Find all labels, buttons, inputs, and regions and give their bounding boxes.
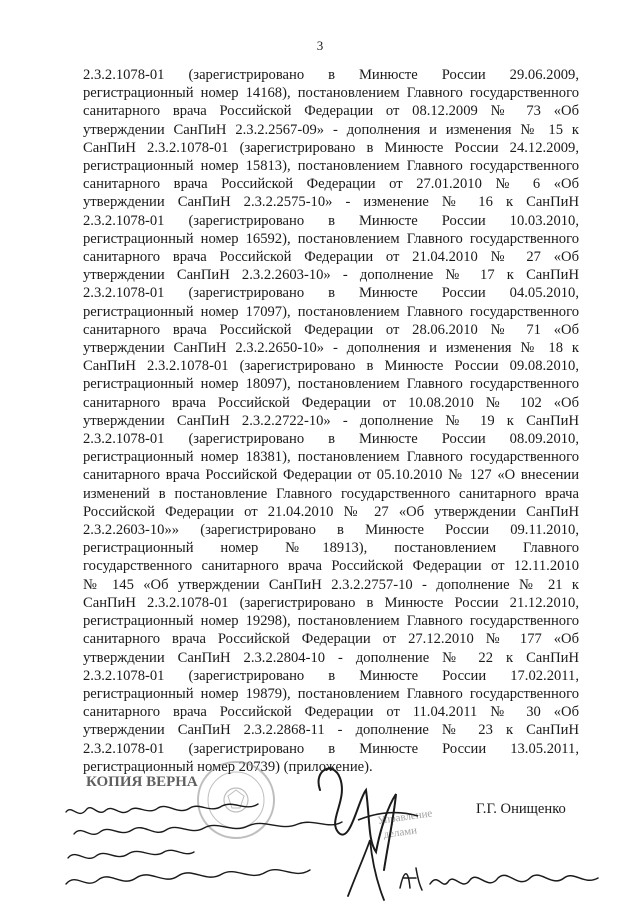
text-line: регистрационный номер 14168), постановлением Главного государственного	[83, 85, 579, 102]
text-line: утверждении СанПиН 2.3.2.2868-11 - дополнение № 23 к СанПиН	[83, 722, 579, 739]
svg-text:делами: делами	[382, 824, 418, 841]
text-line: санитарного врача Российской Федерации от 10.08.2010 № 102 «Об	[83, 394, 579, 411]
text-line: санитарного врача Российской Федерации от 28.06.2010 № 71 «Об	[83, 321, 579, 338]
text-line: санитарного врача Российской Федерации от 08.12.2009 № 73 «Об	[83, 103, 579, 120]
text-line: Российской Федерации от 21.04.2010 № 27 «Об утверждении СанПиН	[83, 503, 579, 520]
text-line: санитарного врача Российской Федерации от 27.01.2010 № 6 «Об	[83, 176, 579, 193]
handwritten-signature-name	[400, 868, 598, 890]
text-line: СанПиН 2.3.2.1078-01 (зарегистрировано в Минюсте России 21.12.2010,	[83, 594, 579, 611]
text-line: 2.3.2.1078-01 (зарегистрировано в Минюсте России 29.06.2009,	[83, 67, 579, 83]
text-line: утверждении СанПиН 2.3.2.2603-10» - дополнение № 17 к СанПиН	[83, 267, 579, 284]
text-line: регистрационный номер 20739) (приложение).	[83, 758, 373, 775]
text-line: утверждении СанПиН 2.3.2.2804-10 - дополнение № 22 к СанПиН	[83, 649, 579, 666]
text-line: санитарного врача Российской Федерации от 05.10.2010 № 127 «О внесении	[83, 467, 579, 484]
text-line: утверждении СанПиН 2.3.2.2575-10» - изменение № 16 к СанПиН	[83, 194, 579, 211]
text-line: регистрационный номер 16592), постановлением Главного государственного	[83, 230, 579, 247]
text-line: санитарного врача Российской Федерации от 21.04.2010 № 27 «Об	[83, 249, 579, 266]
handwritten-note	[66, 804, 342, 884]
stamp-and-signatures	[58, 760, 638, 905]
text-line: изменений в постановление Главного государственного санитарного врача	[83, 485, 579, 502]
text-line: 2.3.2.1078-01 (зарегистрировано в Минюсте России 08.09.2010,	[83, 431, 579, 448]
text-line: утверждении СанПиН 2.3.2.2650-10» - дополнения и изменения № 18 к	[83, 340, 579, 357]
text-line: 2.3.2.1078-01 (зарегистрировано в Минюсте России 13.05.2011,	[83, 740, 579, 757]
page-number: 3	[316, 38, 324, 53]
text-line: 2.3.2.1078-01 (зарегистрировано в Минюсте России 10.03.2010,	[83, 212, 579, 229]
text-line: утверждении СанПиН 2.3.2.2722-10» - дополнение № 19 к СанПиН	[83, 412, 579, 429]
text-line: № 145 «Об утверждении СанПиН 2.3.2.2757-10 - дополнение № 21 к	[83, 576, 579, 593]
text-line: регистрационный номер 18097), постановлением Главного государственного	[83, 376, 579, 393]
text-line: регистрационный номер №18913), постановлением Главного	[83, 540, 579, 557]
text-line: регистрационный номер 19298), постановлением Главного государственного	[83, 613, 579, 630]
text-line: санитарного врача Российской Федерации от 27.12.2010 № 177 «Об	[83, 631, 579, 648]
text-line: регистрационный номер 18381), постановлением Главного государственного	[83, 449, 579, 466]
text-line: санитарного врача Российской Федерации от 11.04.2011 № 30 «Об	[83, 704, 579, 721]
text-line: 2.3.2.1078-01 (зарегистрировано в Минюсте России 17.02.2011,	[83, 667, 579, 684]
text-line: утверждении СанПиН 2.3.2.2567-09» - дополнения и изменения № 15 к	[83, 121, 579, 138]
signer-signature	[319, 769, 396, 870]
signer-name: Г.Г. Онищенко	[476, 801, 566, 817]
text-line: 2.3.2.1078-01 (зарегистрировано в Минюсте России 04.05.2010,	[83, 285, 579, 302]
text-line: 2.3.2.2603-10»» (зарегистрировано в Минюсте России 09.11.2010,	[83, 522, 579, 539]
text-line: СанПиН 2.3.2.1078-01 (зарегистрировано в Минюсте России 24.12.2009,	[83, 139, 579, 156]
text-line: регистрационный номер 15813), постановлением Главного государственного	[83, 158, 579, 175]
body-text	[83, 66, 579, 776]
text-line: государственного санитарного врача Российской Федерации от 12.11.2010	[83, 558, 579, 575]
text-line: регистрационный номер 17097), постановлением Главного государственного	[83, 303, 579, 320]
seal-side-text: Управление	[376, 807, 434, 827]
text-line: регистрационный номер 19879), постановлением Главного государственного	[83, 685, 579, 702]
second-signature	[348, 840, 384, 900]
certification-stamp-area	[58, 760, 638, 905]
text-line: СанПиН 2.3.2.1078-01 (зарегистрировано в Минюсте России 09.08.2010,	[83, 358, 579, 375]
copy-mark-stamp: КОПИЯ ВЕРНА	[86, 774, 198, 790]
